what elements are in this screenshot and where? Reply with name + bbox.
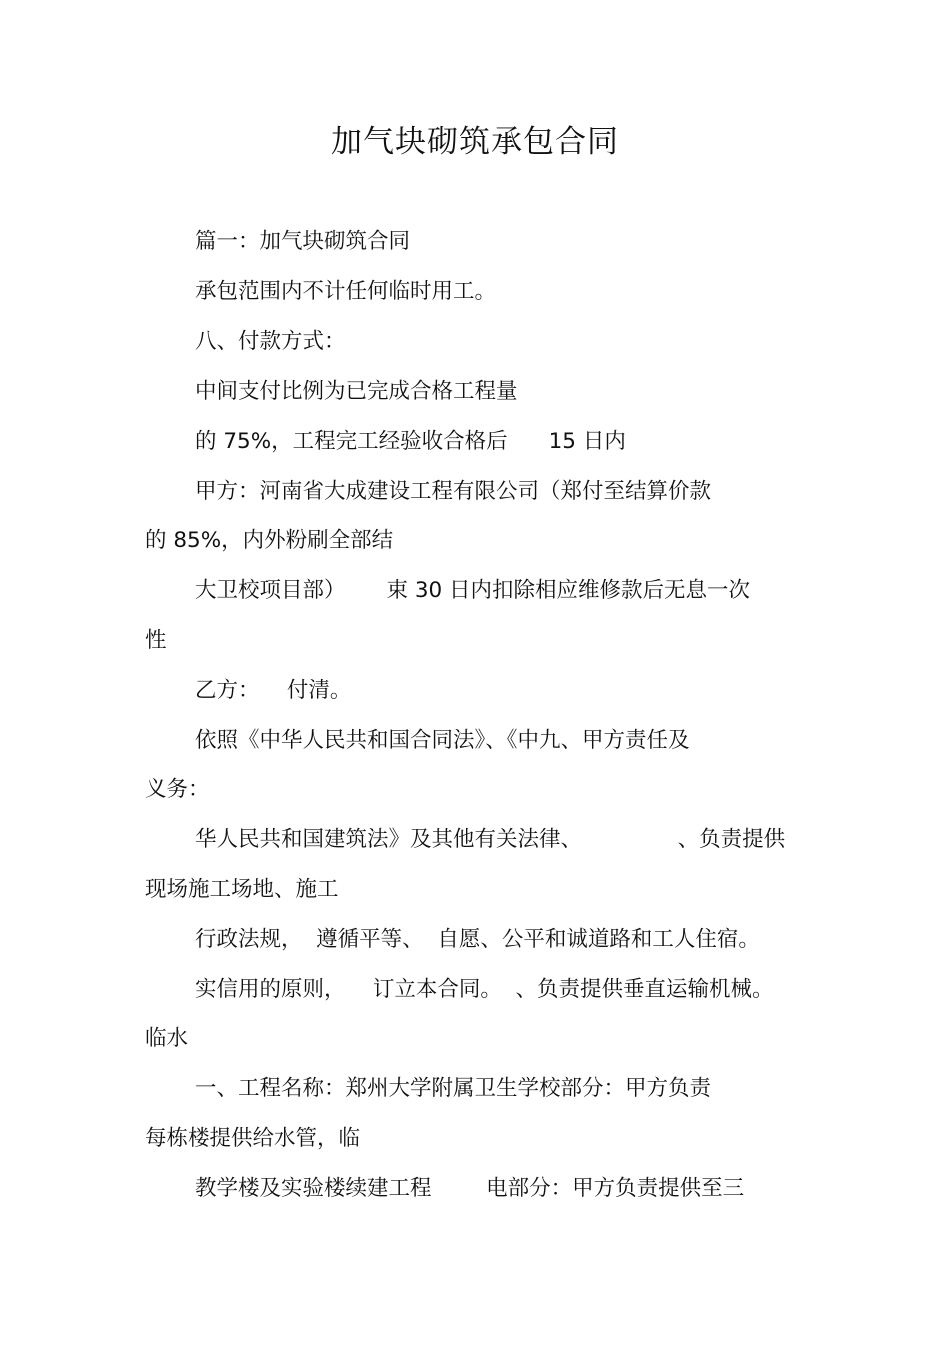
text-line: 义务： [145, 777, 210, 802]
text-line: 甲方：河南省大成建设工程有限公司（郑付至结算价款 [195, 479, 712, 504]
text-line: 临水 [145, 1026, 189, 1051]
text-line: 实信用的原则， 订立本合同。 、负责提供垂直运输机械。 [195, 977, 774, 1002]
document-title: 加气块砌筑承包合同 [331, 124, 619, 160]
text-line: 中间支付比例为已完成合格工程量 [195, 379, 518, 404]
text-line: 每栋楼提供给水管，临 [145, 1126, 361, 1151]
text-line: 一、工程名称：郑州大学附属卫生学校部分：甲方负责 [195, 1076, 712, 1101]
text-line: 教学楼及实验楼续建工程 电部分：甲方负责提供至三 [195, 1176, 745, 1201]
text-line: 的 75%，工程完工经验收合格后 15 日内 [195, 429, 626, 454]
text-line: 乙方： 付清。 [195, 678, 352, 703]
text-line: 现场施工场地、施工 [145, 877, 339, 902]
text-line: 华人民共和国建筑法》及其他有关法律、 、负责提供 [195, 827, 786, 852]
text-line: 行政法规， 遵循平等、 自愿、公平和诚道路和工人住宿。 [195, 927, 760, 952]
text-line: 八、付款方式： [195, 329, 346, 354]
text-line: 承包范围内不计任何临时用工。 [195, 279, 497, 304]
text-line: 大卫校项目部） 束 30 日内扣除相应维修款后无息一次 [195, 578, 751, 603]
text-line: 篇一：加气块砌筑合同 [195, 229, 411, 254]
text-line: 的 85%，内外粉刷全部结 [145, 528, 394, 553]
text-line: 性 [145, 628, 167, 653]
text-line: 依照《中华人民共和国合同法》、《中九、甲方责任及 [195, 728, 690, 753]
